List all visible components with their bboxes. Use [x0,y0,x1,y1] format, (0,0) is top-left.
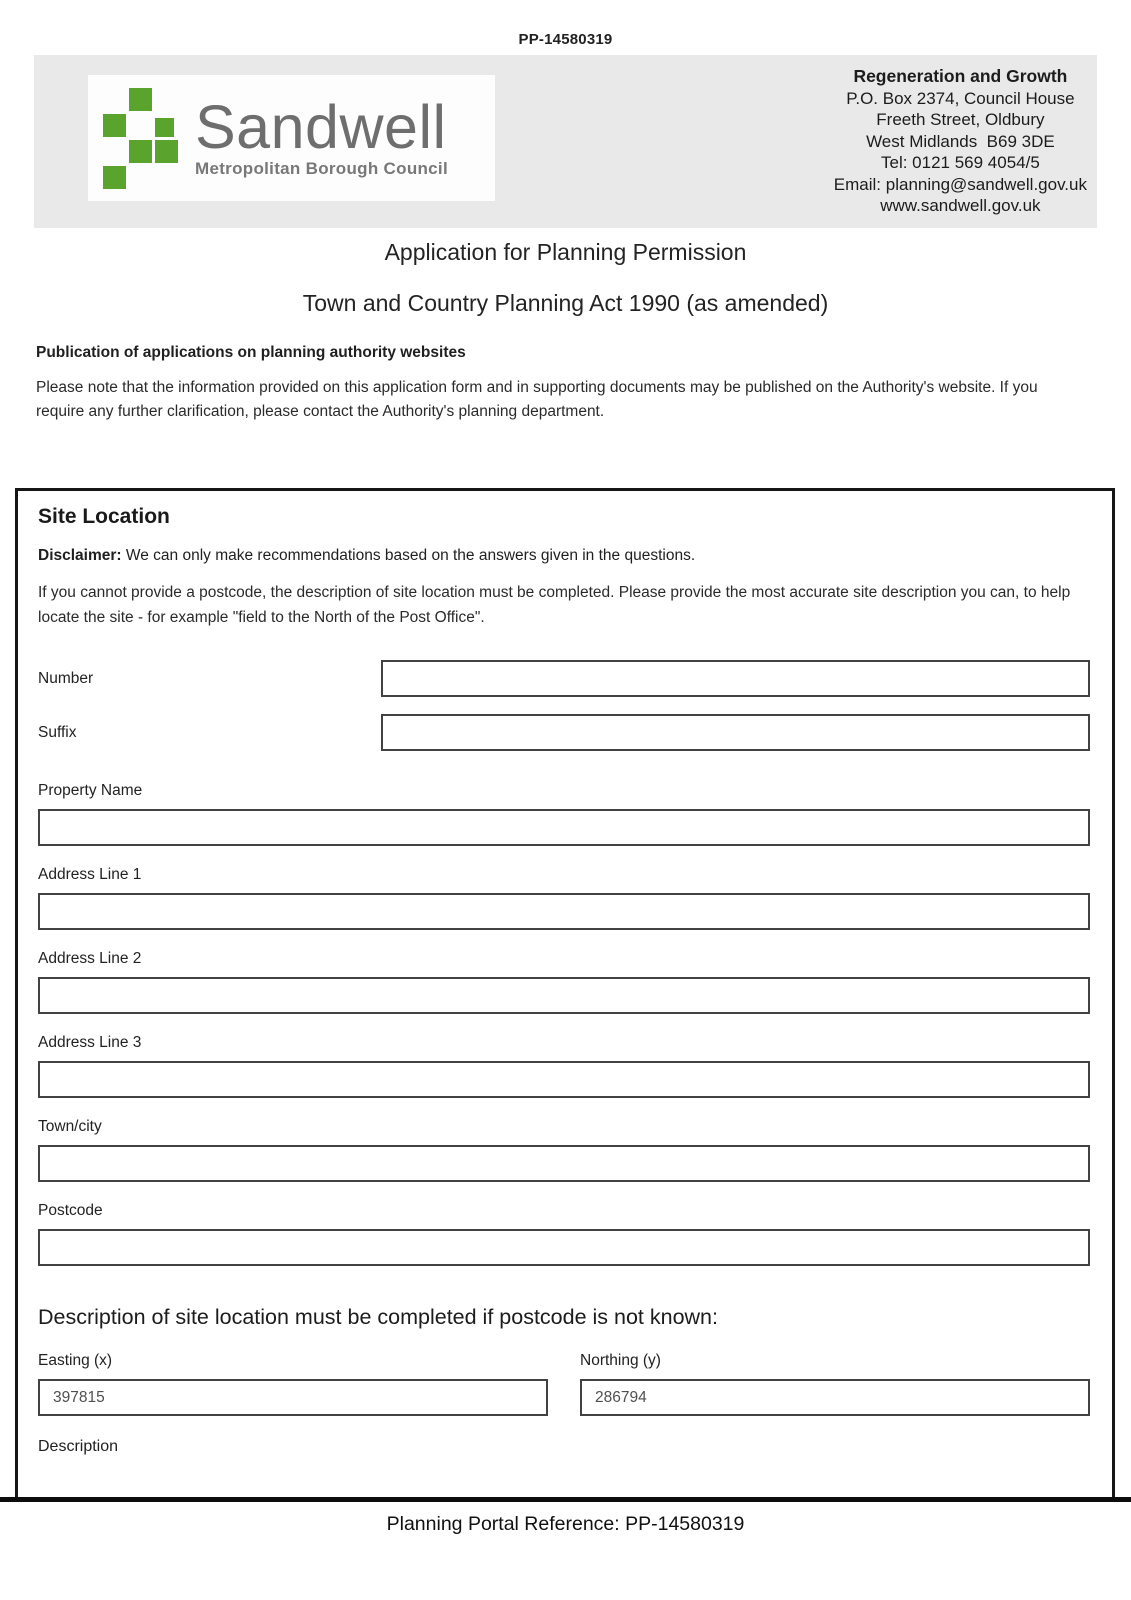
town-city-label: Town/city [38,1118,102,1135]
publication-heading: Publication of applications on planning authority websites [36,344,466,361]
description-required-heading: Description of site location must be completed if postcode is not known: [38,1305,718,1329]
field-group-address-line-3 [38,1033,1090,1098]
easting-label: Easting (x) [38,1352,113,1369]
easting-input[interactable] [38,1379,548,1416]
sandwell-squares-icon [103,88,178,189]
contact-line: West Midlands B69 3DE [866,131,1055,151]
field-group-northing [580,1351,1090,1416]
field-group-address-line-2 [38,949,1090,1014]
northing-label: Northing (y) [580,1352,661,1369]
coordinates-row [38,1351,1090,1416]
page-break-divider [0,1497,1131,1502]
site-location-heading: Site Location [38,505,170,528]
number-input[interactable] [381,660,1090,697]
form-title: Application for Planning Permission [384,239,747,265]
contact-email-line: Email: planning@sandwell.gov.uk [833,174,1087,194]
field-group-property-name [38,781,1090,846]
postcode-label: Postcode [38,1202,103,1219]
address-line-3-label: Address Line 3 [38,1034,142,1051]
number-label: Number [38,669,94,687]
contact-line: Tel: 0121 569 4054/5 [880,153,1040,172]
planning-portal-reference: Planning Portal Reference: PP-14580319 [386,1513,745,1535]
form-reference-number: PP-14580319 [518,31,613,48]
suffix-input[interactable] [381,714,1090,751]
contact-department: Regeneration and Growth [853,66,1068,86]
disclaimer-text: Disclaimer: We can only make recommendations based on the answers given in the questions. [38,547,696,564]
property-name-label: Property Name [38,782,143,799]
logo-text-block [195,92,448,179]
suffix-label: Suffix [38,723,77,741]
council-contact-block [834,66,1087,217]
description-label: Description [38,1438,119,1455]
contact-website-line: www.sandwell.gov.uk [880,196,1041,215]
address-line-2-label: Address Line 2 [38,950,142,967]
northing-input[interactable] [580,1379,1090,1416]
address-line-1-label: Address Line 1 [38,866,142,883]
sandwell-logo [88,75,495,201]
field-group-postcode [38,1201,1090,1266]
contact-line: Freeth Street, Oldbury [876,110,1045,129]
form-subtitle: Town and Country Planning Act 1990 (as amended) [302,290,829,316]
address-line-2-input[interactable] [38,977,1090,1014]
postcode-input[interactable] [38,1229,1090,1266]
address-line-3-input[interactable] [38,1061,1090,1098]
address-line-1-input[interactable] [38,893,1090,930]
field-group-town-city [38,1117,1090,1182]
field-group-description [38,1438,1090,1456]
field-row-number [38,660,1090,697]
field-group-address-line-1 [38,865,1090,930]
site-location-instructions: If you cannot provide a postcode, the description of site location must be completed. Please provide the most accurate site description you can, to help locate the site - for example "field to the North of the Post Office". [38,584,1071,626]
contact-line: P.O. Box 2374, Council House [846,88,1075,108]
publication-text: Please note that the information provided on this application form and in supporting documents may be published on the Authority's website. If you require any further clarification, please contact the Authority's planning department. [36,379,1038,420]
town-city-input[interactable] [38,1145,1090,1182]
property-name-input[interactable] [38,809,1090,846]
site-location-section [15,488,1115,1497]
logo-wordmark: Sandwell [195,92,447,161]
council-header [34,55,1097,228]
logo-subtitle: Metropolitan Borough Council [195,158,448,178]
field-row-suffix [38,714,1090,751]
disclaimer-label: Disclaimer: [38,547,122,564]
field-group-easting [38,1351,548,1416]
